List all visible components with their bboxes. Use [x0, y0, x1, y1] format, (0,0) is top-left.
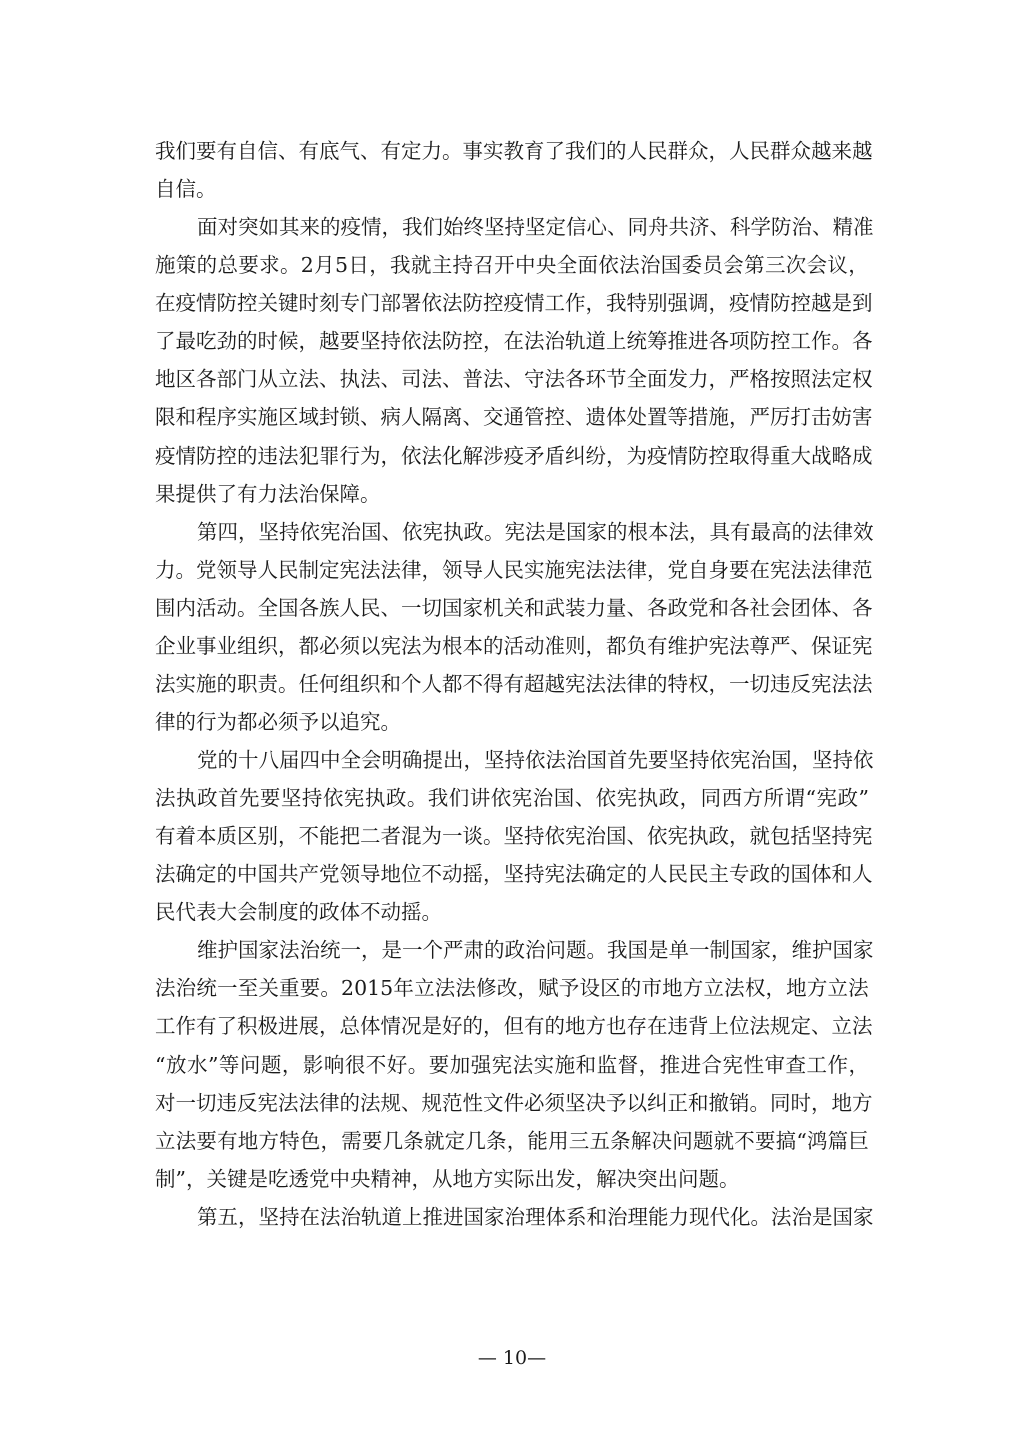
text-line: 施 策 的 总 要 求 。 2 月 5 日 ， 我 就 主 持 召 开 中 央 全 面 依 法 治 国 委 员 会 第 三 次 会 议 ， [155, 253, 869, 278]
text-line: 自信。 [155, 177, 217, 202]
text-line: 第 五 ， 坚 持 在 法 治 轨 道 上 推 进 国 家 治 理 体 系 和 治 理 能 力 现 代 化 。 法 治 是 国 家 [197, 1204, 874, 1229]
text-line: 了 最 吃 劲 的 时 候 ， 越 要 坚 持 依 法 防 控 ， 在 法 治 轨 道 上 统 筹 推 进 各 项 防 控 工 作 。 各 [155, 329, 873, 354]
body-text [155, 132, 874, 1236]
text-line: 维 护 国 家 法 治 统 一 ， 是 一 个 严 肃 的 政 治 问 题 。 我 国 是 单 一 制 国 家 ， 维 护 国 家 [197, 938, 874, 963]
text-line: 围 内 活 动 。 全 国 各 族 人 民 、 一 切 国 家 机 关 和 武 装 力 量 、 各 政 党 和 各 社 会 团 体 、 各 [155, 595, 873, 620]
text-line: 力 。 党 领 导 人 民 制 定 宪 法 法 律 ， 领 导 人 民 实 施 宪 法 法 律 ， 党 自 身 要 在 宪 法 法 律 范 [155, 557, 873, 582]
text-line: 法 实 施 的 职 责 。 任 何 组 织 和 个 人 都 不 得 有 超 越 宪 法 法 律 的 特 权 ， 一 切 违 反 宪 法 法 [155, 671, 873, 696]
page-number: — 10— [477, 1347, 547, 1369]
text-line: 企 业 事 业 组 织 ， 都 必 须 以 宪 法 为 根 本 的 活 动 准 则 ， 都 负 有 维 护 宪 法 尊 严 、 保 证 宪 [155, 633, 873, 658]
text-line: 我 们 要 有 自 信 、 有 底 气 、 有 定 力 。 事 实 教 育 了 我 们 的 人 民 群 众 ， 人 民 群 众 越 来 越 [155, 139, 873, 163]
text-line: 有 着 本 质 区 别 ， 不 能 把 二 者 混 为 一 谈 。 坚 持 依 宪 治 国 、 依 宪 执 政 ， 就 包 括 坚 持 宪 [155, 824, 873, 849]
text-line: “ 放 水 ” 等 问 题 ， 影 响 很 不 好 。 要 加 强 宪 法 实 施 和 监 督 ， 推 进 合 宪 性 审 查 工 作 ， [155, 1052, 869, 1077]
text-line: 在 疫 情 防 控 关 键 时 刻 专 门 部 署 依 法 防 控 疫 情 工 作 ， 我 特 别 强 调 ， 疫 情 防 控 越 是 到 [155, 291, 873, 316]
text-line: 疫 情 防 控 的 违 法 犯 罪 行 为 ， 依 法 化 解 涉 疫 矛 盾 纠 纷 ， 为 疫 情 防 控 取 得 重 大 战 略 成 [155, 443, 873, 468]
text-line: 工 作 有 了 积 极 进 展 ， 总 体 情 况 是 好 的 ， 但 有 的 地 方 也 存 在 违 背 上 位 法 规 定 、 立 法 [155, 1014, 873, 1039]
text-line: 面 对 突 如 其 来 的 疫 情 ， 我 们 始 终 坚 持 坚 定 信 心 、 同 舟 共 济 、 科 学 防 治 、 精 准 [197, 215, 874, 240]
text-line: 地 区 各 部 门 从 立 法 、 执 法 、 司 法 、 普 法 、 守 法 各 环 节 全 面 发 力 ， 严 格 按 照 法 定 权 [155, 367, 873, 392]
text-line: 制”，关键是吃透党中央精神，从地方实际出发，解决突出问题。 [155, 1166, 740, 1191]
text-line: 法 治 统 一 至 关 重 要 。 2015 年 立 法 法 修 改 ， 赋 予 设 区 的 市 地 方 立 法 权 ， 地 方 立 法 [155, 976, 869, 1001]
text-line: 第 四 ， 坚 持 依 宪 治 国 、 依 宪 执 政 。 宪 法 是 国 家 的 根 本 法 ， 具 有 最 高 的 法 律 效 [197, 519, 874, 544]
text-line: 对 一 切 违 反 宪 法 法 律 的 法 规 、 规 范 性 文 件 必 须 坚 决 予 以 纠 正 和 撤 销 。 同 时 ， 地 方 [155, 1090, 873, 1115]
text-line: 民代表大会制度的政体不动摇。 [155, 900, 442, 925]
text-line: 限 和 程 序 实 施 区 域 封 锁 、 病 人 隔 离 、 交 通 管 控 、 遗 体 处 置 等 措 施 ， 严 厉 打 击 妨 害 [155, 405, 873, 430]
text-line: 党 的 十 八 届 四 中 全 会 明 确 提 出 ， 坚 持 依 法 治 国 首 先 要 坚 持 依 宪 治 国 ， 坚 持 依 [197, 748, 874, 772]
text-line: 立 法 要 有 地 方 特 色 ， 需 要 几 条 就 定 几 条 ， 能 用 三 五 条 解 决 问 题 就 不 要 搞 “ 鸿 篇 巨 [155, 1128, 869, 1153]
text-line: 法 执 政 首 先 要 坚 持 依 宪 执 政 。 我 们 讲 依 宪 治 国 、 依 宪 执 政 ， 同 西 方 所 谓 “ 宪 政 ” [155, 786, 869, 811]
text-line: 律的行为都必须予以追究。 [155, 709, 401, 734]
text-line: 果提供了有力法治保障。 [155, 481, 381, 506]
text-line: 法 确 定 的 中 国 共 产 党 领 导 地 位 不 动 摇 ， 坚 持 宪 法 确 定 的 人 民 民 主 专 政 的 国 体 和 人 [155, 862, 873, 887]
